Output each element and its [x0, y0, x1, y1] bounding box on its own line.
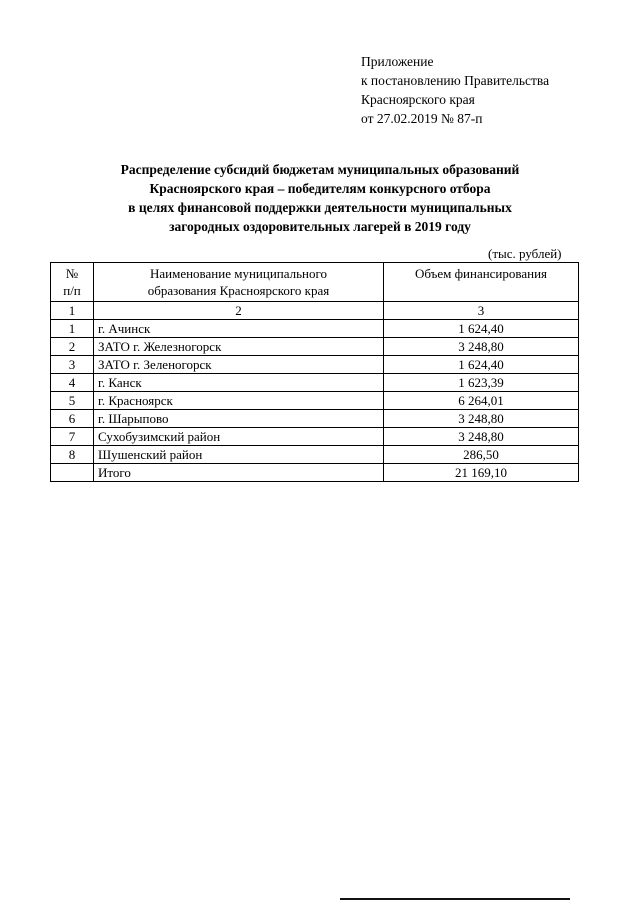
col-index-3: 3 — [384, 302, 579, 320]
appendix-block — [361, 52, 549, 128]
header-amount: Объем финансирования — [384, 263, 579, 302]
total-amount: 21 169,10 — [384, 464, 579, 482]
appendix-line-3: Красноярского края — [361, 92, 475, 107]
row-name: г. Ачинск — [94, 320, 384, 338]
row-name: г. Шарыпово — [94, 410, 384, 428]
title-line-4: загородных оздоровительных лагерей в 2019 году — [169, 219, 471, 234]
table-row — [51, 374, 579, 392]
title-line-3: в целях финансовой поддержки деятельности муниципальных — [128, 200, 512, 215]
document-title — [60, 160, 580, 236]
row-name: г. Красноярск — [94, 392, 384, 410]
table-row — [51, 320, 579, 338]
row-num: 6 — [51, 410, 94, 428]
table-row — [51, 338, 579, 356]
table-row — [51, 410, 579, 428]
row-amount: 3 248,80 — [384, 410, 579, 428]
row-amount: 286,50 — [384, 446, 579, 464]
units-label: (тыс. рублей) — [488, 246, 562, 261]
table-row — [51, 428, 579, 446]
row-amount: 6 264,01 — [384, 392, 579, 410]
row-num: 7 — [51, 428, 94, 446]
title-line-1: Распределение субсидий бюджетам муниципальных образований — [120, 162, 520, 177]
col-index-1: 1 — [51, 302, 94, 320]
table-row — [51, 446, 579, 464]
header-num-line-2: п/п — [63, 283, 81, 298]
row-num: 2 — [51, 338, 94, 356]
row-amount: 1 624,40 — [384, 356, 579, 374]
subsidy-table — [50, 262, 579, 482]
total-num-empty — [51, 464, 94, 482]
header-name-line-2: образования Красноярского края — [147, 283, 330, 298]
row-name: ЗАТО г. Железногорск — [94, 338, 384, 356]
row-name: Сухобузимский район — [94, 428, 384, 446]
row-num: 4 — [51, 374, 94, 392]
appendix-line-2: к постановлению Правительства — [361, 73, 550, 88]
table-row — [51, 356, 579, 374]
appendix-line-1: Приложение — [361, 54, 434, 69]
table-row — [51, 392, 579, 410]
total-row — [51, 464, 579, 482]
row-amount: 1 624,40 — [384, 320, 579, 338]
row-name: г. Канск — [94, 374, 384, 392]
row-amount: 3 248,80 — [384, 338, 579, 356]
row-name: ЗАТО г. Зеленогорск — [94, 356, 384, 374]
row-num: 3 — [51, 356, 94, 374]
col-index-2: 2 — [94, 302, 384, 320]
row-num: 5 — [51, 392, 94, 410]
header-num-line-1: № — [65, 266, 79, 281]
table-header-row — [51, 263, 579, 302]
scan-edge-line — [340, 898, 570, 900]
header-num — [51, 263, 94, 302]
column-index-row — [51, 302, 579, 320]
appendix-line-4: от 27.02.2019 № 87-п — [361, 111, 483, 126]
row-num: 1 — [51, 320, 94, 338]
header-name — [94, 263, 384, 302]
row-name: Шушенский район — [94, 446, 384, 464]
header-name-line-1: Наименование муниципального — [149, 266, 328, 281]
row-num: 8 — [51, 446, 94, 464]
row-amount: 3 248,80 — [384, 428, 579, 446]
total-label: Итого — [94, 464, 384, 482]
title-line-2: Красноярского края – победителям конкурсного отбора — [149, 181, 491, 196]
row-amount: 1 623,39 — [384, 374, 579, 392]
